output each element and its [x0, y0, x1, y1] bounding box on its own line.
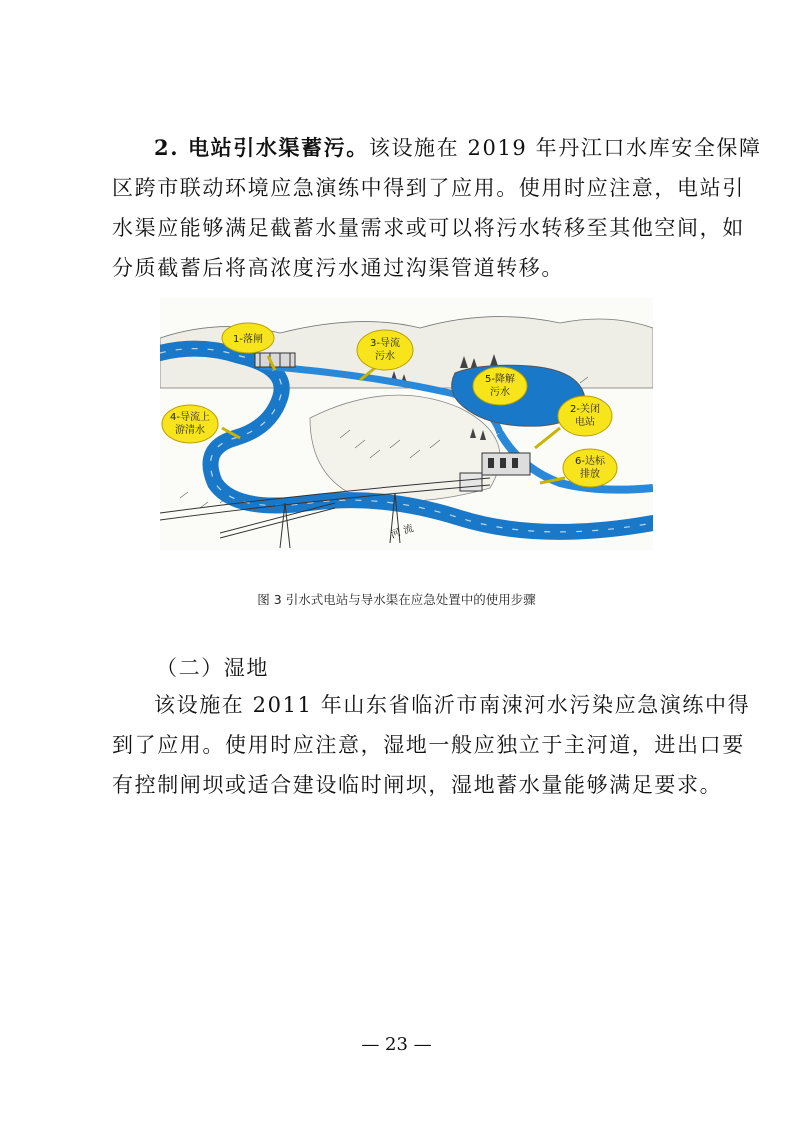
svg-text:4-导流上: 4-导流上 [170, 412, 210, 423]
section1-paragraph [112, 128, 762, 288]
section1-line-4: 分质截蓄后将高浓度污水通过沟渠管道转移。 [112, 256, 564, 280]
figure-illustration [160, 298, 653, 550]
river-label: 河 流 [389, 523, 415, 541]
sluice-gate [255, 353, 295, 367]
page-number: — 23 — [361, 1034, 432, 1055]
section1-line-1: 2. 电站引水渠蓄污。该设施在 2019 年丹江口水库安全保障 [154, 135, 762, 160]
svg-text:1-落闸: 1-落闸 [233, 334, 263, 345]
section2-heading: （二）湿地 [156, 656, 269, 680]
section2-paragraph [112, 685, 751, 805]
svg-text:排放: 排放 [580, 469, 600, 480]
svg-text:5-降解: 5-降解 [485, 374, 515, 385]
section2-line-3: 有控制闸坝或适合建设临时闸坝，湿地蓄水量能够满足要求。 [112, 773, 723, 797]
section2-line-1: 该设施在 2011 年山东省临沂市南涑河水污染应急演练中得 [154, 693, 751, 717]
svg-text:电站: 电站 [575, 417, 595, 428]
svg-text:6-达标: 6-达标 [575, 456, 605, 467]
section2-line-2: 到了应用。使用时应注意，湿地一般应独立于主河道，进出口要 [112, 733, 745, 757]
figure-caption: 图 3 引水式电站与导水渠在应急处置中的使用步骤 [257, 592, 536, 607]
svg-text:污水: 污水 [375, 351, 395, 362]
callout-5 [473, 367, 527, 405]
section1-heading: 2. 电站引水渠蓄污。 [154, 135, 369, 160]
svg-text:3-导流: 3-导流 [370, 338, 400, 349]
section1-line-3: 水渠应能够满足截蓄水量需求或可以将污水转移至其他空间，如 [112, 216, 745, 240]
svg-text:游清水: 游清水 [175, 425, 205, 436]
section1-line-2: 区跨市联动环境应急演练中得到了应用。使用时应注意，电站引 [112, 176, 745, 200]
svg-text:2-关闭: 2-关闭 [570, 404, 600, 415]
svg-text:污水: 污水 [490, 387, 510, 398]
